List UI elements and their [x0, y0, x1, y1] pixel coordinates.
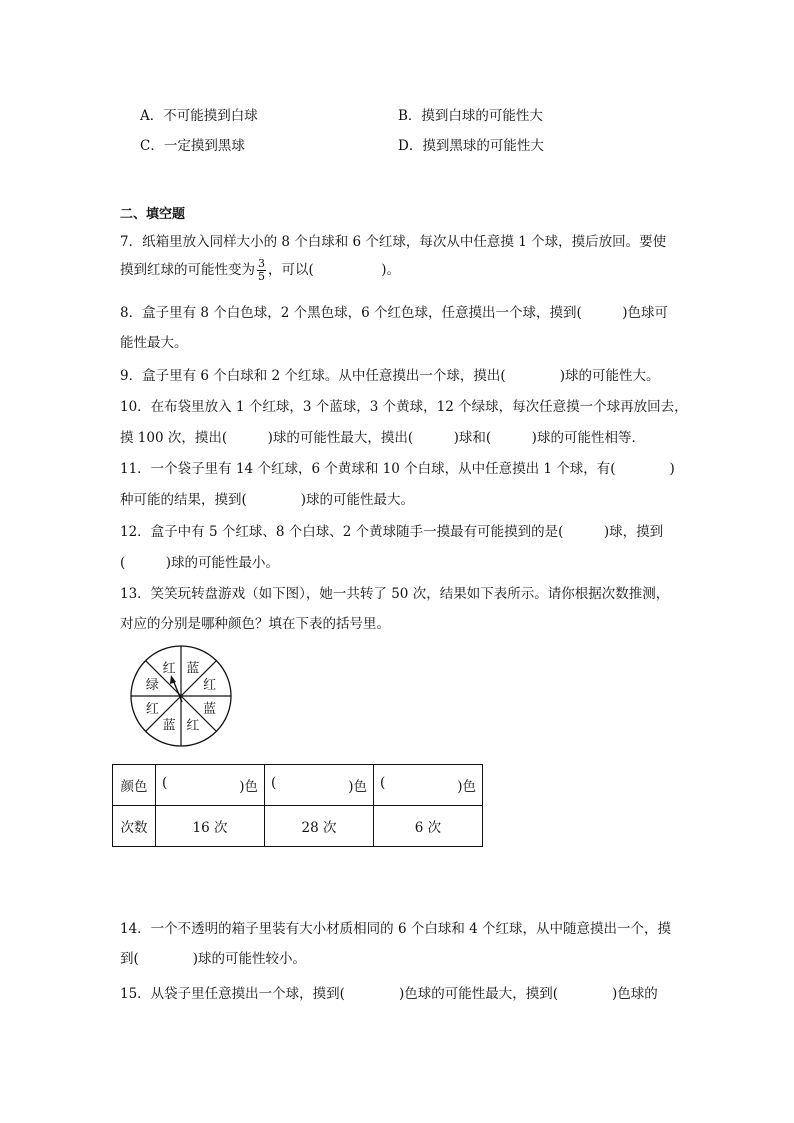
count-cell: 6 次 — [374, 806, 483, 847]
q10-line1: 10．在布袋里放入 1 个红球，3 个蓝球，3 个黄球，12 个绿球，每次任意摸一个球再放回去， — [120, 399, 688, 415]
count-cell: 16 次 — [156, 806, 265, 847]
q7-line2-pre: 摸到红球的可能性变为 — [120, 262, 255, 278]
color-blank-cell — [374, 765, 483, 806]
q12-line1: 12．盒子中有 5 个红球、8 个白球、2 个黄球随手一摸最有可能摸到的是( )球，摸到 — [120, 524, 664, 540]
spinner-diagram — [126, 644, 236, 748]
table-row — [113, 806, 483, 847]
option-a: A．不可能摸到白球 — [140, 108, 258, 124]
color-blank-cell — [156, 765, 265, 806]
blank-open: ( — [162, 775, 168, 791]
fraction-denominator: 5 — [258, 270, 265, 283]
spinner-sector-label: 绿 — [145, 678, 159, 694]
result-table — [112, 764, 483, 847]
q7-line2 — [120, 258, 400, 283]
blank-close: )色 — [457, 779, 476, 795]
q13-line2: 对应的分别是哪种颜色？填在下表的括号里。 — [120, 616, 390, 632]
row-label-count: 次数 — [113, 806, 156, 847]
section-title: 二、填空题 — [120, 207, 186, 222]
spinner-sector-label: 蓝 — [186, 661, 200, 677]
blank-open: ( — [380, 775, 386, 791]
spinner-sector-label: 红 — [203, 678, 217, 694]
color-blank-cell — [265, 765, 374, 806]
spinner-sector-label: 红 — [162, 661, 176, 677]
option-b: B．摸到白球的可能性大 — [398, 108, 543, 124]
q9-line1: 9．盒子里有 6 个白球和 2 个红球。从中任意摸出一个球，摸出( )球的可能性大。 — [120, 368, 660, 384]
blank-open: ( — [271, 775, 277, 791]
spinner-sector-label: 红 — [145, 701, 159, 717]
q8-line1: 8．盒子里有 8 个白色球，2 个黑色球，6 个红色球，任意摸出一个球，摸到( )色球可 — [120, 305, 669, 321]
q10-line2: 摸 100 次，摸出( )球的可能性最大，摸出( )球和( )球的可能性相等． — [120, 430, 645, 446]
spinner-sector-label: 红 — [186, 718, 200, 734]
spinner-sector-label: 蓝 — [162, 718, 176, 734]
q7-line2-post: ，可以( )。 — [268, 262, 401, 278]
fraction — [257, 258, 266, 283]
blank-close: )色 — [348, 779, 367, 795]
count-cell: 28 次 — [265, 806, 374, 847]
q7-line1: 7．纸箱里放入同样大小的 8 个白球和 6 个红球，每次从中任意摸 1 个球，摸后放回。要使 — [120, 234, 667, 250]
fraction-numerator: 3 — [258, 257, 265, 270]
q14-line2: 到( )球的可能性较小。 — [120, 951, 307, 967]
row-label-color: 颜色 — [113, 765, 156, 806]
q14-line1: 14．一个不透明的箱子里装有大小材质相同的 6 个白球和 4 个红球，从中随意摸出一个，摸 — [120, 921, 672, 937]
q13-line1: 13．笑笑玩转盘游戏（如下图），她一共转了 50 次，结果如下表所示。请你根据次数推测， — [120, 586, 670, 602]
q15-line1: 15．从袋子里任意摸出一个球，摸到( )色球的可能性最大，摸到( )色球的 — [120, 986, 658, 1002]
table-row — [113, 765, 483, 806]
q8-line2: 能性最大。 — [120, 335, 188, 351]
option-d: D．摸到黑球的可能性大 — [398, 138, 544, 154]
q12-line2: ( )球的可能性最小。 — [120, 555, 280, 571]
option-c: C．一定摸到黑球 — [140, 138, 245, 154]
q11-line2: 种可能的结果，摸到( )球的可能性最大。 — [120, 492, 415, 508]
q11-line1: 11．一个袋子里有 14 个红球，6 个黄球和 10 个白球，从中任意摸出 1 个球，有( ) — [120, 461, 675, 477]
blank-close: )色 — [239, 779, 258, 795]
spinner-sector-label: 蓝 — [203, 701, 217, 717]
